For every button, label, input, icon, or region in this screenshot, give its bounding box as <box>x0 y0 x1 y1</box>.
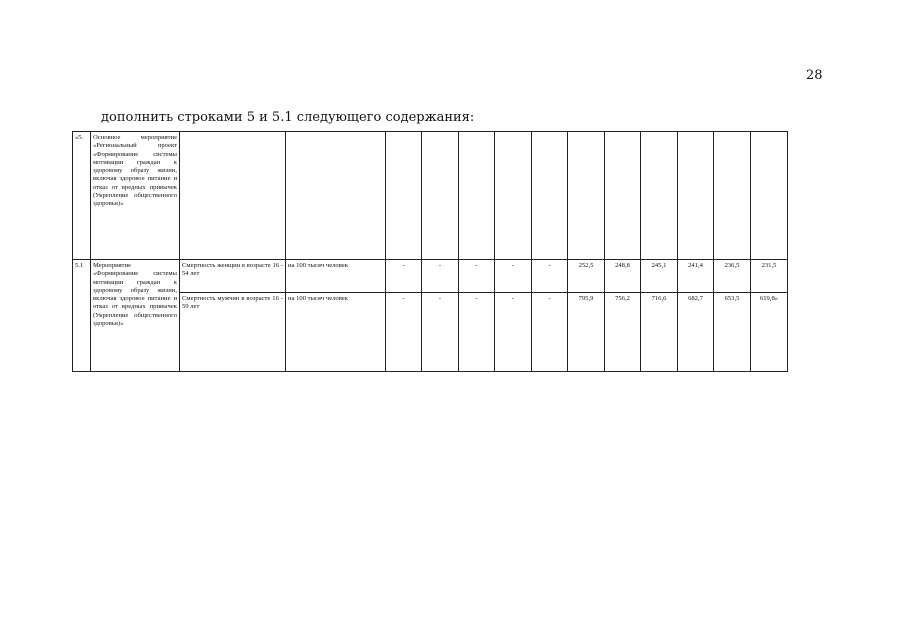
value-cell: 619,8» <box>751 293 788 372</box>
value-cell: - <box>386 260 422 293</box>
value-cell: 653,5 <box>714 293 751 372</box>
empty-cell <box>459 132 495 260</box>
value-cell: 682,7 <box>678 293 714 372</box>
value-cell: 716,6 <box>641 293 678 372</box>
value-cell: - <box>459 293 495 372</box>
value-cell: - <box>495 260 532 293</box>
empty-cell <box>532 132 568 260</box>
value-cell: - <box>532 293 568 372</box>
unit-cell: на 100 тысяч человек <box>286 260 386 293</box>
value-cell: - <box>459 260 495 293</box>
value-cell: - <box>386 293 422 372</box>
empty-cell <box>568 132 605 260</box>
empty-cell <box>286 132 386 260</box>
row-number: 5.1 <box>73 260 91 372</box>
empty-cell <box>751 132 788 260</box>
empty-cell <box>678 132 714 260</box>
intro-text: дополнить строками 5 и 5.1 следующего содержания: <box>101 110 475 125</box>
row-number: «5. <box>73 132 91 260</box>
measures-table <box>72 131 788 372</box>
indicator-name: Смертность мужчин в возрасте 16 - 59 лет <box>180 293 286 372</box>
table-row <box>73 260 788 293</box>
measure-name: Мероприятие «Формирование системы мотивации граждан к здоровому образу жизни, включая здоровое питание и отказ от вредных привычек (Укрепление общественного здоровья)» <box>91 260 180 372</box>
empty-cell <box>641 132 678 260</box>
value-cell: - <box>495 293 532 372</box>
value-cell: - <box>422 260 459 293</box>
empty-cell <box>386 132 422 260</box>
unit-cell: на 100 тысяч человек <box>286 293 386 372</box>
value-cell: 252,5 <box>568 260 605 293</box>
page-number: 28 <box>806 68 823 83</box>
empty-cell <box>422 132 459 260</box>
table-row <box>73 132 788 260</box>
value-cell: 795,9 <box>568 293 605 372</box>
value-cell: 756,2 <box>605 293 641 372</box>
empty-cell <box>605 132 641 260</box>
value-cell: 245,1 <box>641 260 678 293</box>
empty-cell <box>180 132 286 260</box>
empty-cell <box>495 132 532 260</box>
table-row <box>73 293 788 372</box>
value-cell: 231,5 <box>751 260 788 293</box>
value-cell: 241,4 <box>678 260 714 293</box>
indicator-name: Смертность женщин в возрасте 16 - 54 лет <box>180 260 286 293</box>
value-cell: 248,8 <box>605 260 641 293</box>
measure-name: Основное мероприятие «Региональный проект «Формирование системы мотивации граждан к здоровому образу жизни, включая здоровое питание и отказ от вредных привычек (Укрепление общественного здоровья)» <box>91 132 180 260</box>
value-cell: - <box>532 260 568 293</box>
value-cell: - <box>422 293 459 372</box>
value-cell: 236,5 <box>714 260 751 293</box>
empty-cell <box>714 132 751 260</box>
